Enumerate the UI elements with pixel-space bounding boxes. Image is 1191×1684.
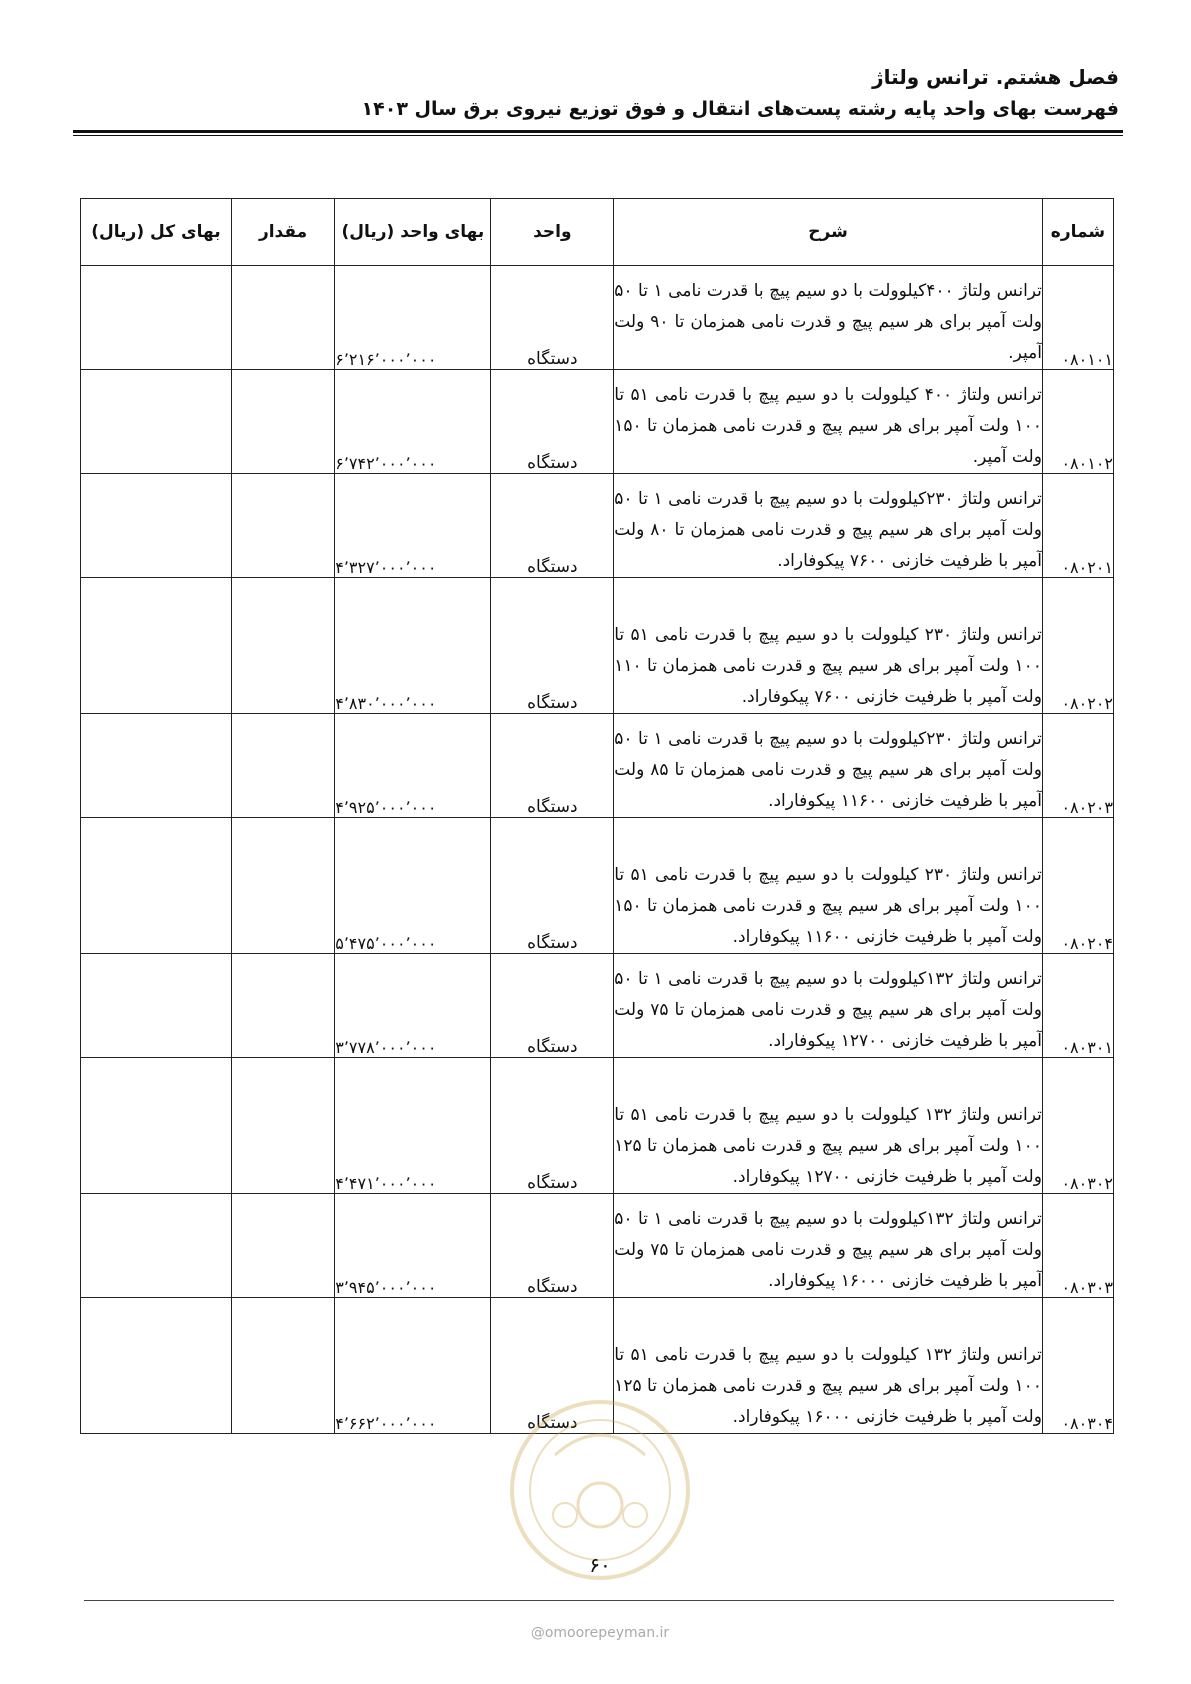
header-rule-thin: [73, 135, 1123, 136]
row-description: ترانس ولتاژ ۲۳۰ کیلوولت با دو سیم پیچ با قدرت نامی ۵۱ تا ۱۰۰ ولت آمپر برای هر سیم پیچ و قدرت نامی همزمان تا ۱۵۰ ولت آمپر با ظرفیت خازنی ۱۱۶۰۰ پیکوفاراد.: [614, 818, 1043, 954]
row-total: [81, 266, 232, 370]
row-unit-price: ۳٬۷۷۸٬۰۰۰٬۰۰۰: [335, 954, 491, 1058]
row-unit: دستگاه: [491, 578, 614, 714]
table-row: [81, 474, 1114, 578]
col-header-total: بهای کل (ریال): [81, 199, 232, 266]
table-row: [81, 578, 1114, 714]
row-qty: [231, 1194, 334, 1298]
table-row: [81, 954, 1114, 1058]
row-unit: دستگاه: [491, 1298, 614, 1434]
row-total: [81, 1194, 232, 1298]
row-qty: [231, 1298, 334, 1434]
row-unit-price: ۴٬۸۳۰٬۰۰۰٬۰۰۰: [335, 578, 491, 714]
col-header-unit-price: بهای واحد (ریال): [335, 199, 491, 266]
row-unit-price: ۶٬۲۱۶٬۰۰۰٬۰۰۰: [335, 266, 491, 370]
table-row: [81, 370, 1114, 474]
document-subtitle: فهرست بهای واحد پایه رشته پست‌های انتقال و فوق توزیع نیروی برق سال ۱۴۰۳: [361, 98, 1119, 120]
row-total: [81, 818, 232, 954]
table-row: [81, 714, 1114, 818]
table-row: [81, 266, 1114, 370]
price-table: [80, 198, 1114, 1434]
table-row: [81, 1194, 1114, 1298]
row-description: ترانس ولتاژ ۲۳۰کیلوولت با دو سیم پیچ با قدرت نامی ۱ تا ۵۰ ولت آمپر برای هر سیم پیچ و قدرت نامی همزمان تا ۸۵ ولت آمپر با ظرفیت خازنی ۱۱۶۰۰ پیکوفاراد.: [614, 714, 1043, 818]
page-header: [69, 60, 1119, 124]
table-row: [81, 818, 1114, 954]
row-qty: [231, 370, 334, 474]
row-description: ترانس ولتاژ ۱۳۲ کیلوولت با دو سیم پیچ با قدرت نامی ۵۱ تا ۱۰۰ ولت آمپر برای هر سیم پیچ و قدرت نامی همزمان تا ۱۲۵ ولت آمپر با ظرفیت خازنی ۱۶۰۰۰ پیکوفاراد.: [614, 1298, 1043, 1434]
row-unit: دستگاه: [491, 818, 614, 954]
row-qty: [231, 714, 334, 818]
row-qty: [231, 578, 334, 714]
row-total: [81, 370, 232, 474]
row-code: ۰۸۰۲۰۳: [1042, 714, 1113, 818]
row-qty: [231, 1058, 334, 1194]
row-unit: دستگاه: [491, 474, 614, 578]
table-row: [81, 1058, 1114, 1194]
row-unit-price: ۴٬۳۲۷٬۰۰۰٬۰۰۰: [335, 474, 491, 578]
row-unit: دستگاه: [491, 1194, 614, 1298]
table-header-row: [81, 199, 1114, 266]
row-code: ۰۸۰۳۰۲: [1042, 1058, 1113, 1194]
col-header-code: شماره: [1042, 199, 1113, 266]
row-code: ۰۸۰۳۰۳: [1042, 1194, 1113, 1298]
row-total: [81, 474, 232, 578]
row-code: ۰۸۰۲۰۲: [1042, 578, 1113, 714]
row-unit-price: ۳٬۹۴۵٬۰۰۰٬۰۰۰: [335, 1194, 491, 1298]
row-unit-price: ۶٬۷۴۲٬۰۰۰٬۰۰۰: [335, 370, 491, 474]
page-number: ۶۰: [589, 1553, 611, 1577]
row-unit: دستگاه: [491, 370, 614, 474]
row-total: [81, 1298, 232, 1434]
row-unit: دستگاه: [491, 1058, 614, 1194]
row-code: ۰۸۰۳۰۴: [1042, 1298, 1113, 1434]
row-unit-price: ۵٬۴۷۵٬۰۰۰٬۰۰۰: [335, 818, 491, 954]
row-code: ۰۸۰۱۰۱: [1042, 266, 1113, 370]
footer-rule: [84, 1600, 1114, 1601]
row-code: ۰۸۰۲۰۴: [1042, 818, 1113, 954]
row-unit-price: ۴٬۴۷۱٬۰۰۰٬۰۰۰: [335, 1058, 491, 1194]
row-description: ترانس ولتاژ ۲۳۰کیلوولت با دو سیم پیچ با قدرت نامی ۱ تا ۵۰ ولت آمپر برای هر سیم پیچ و قدرت نامی همزمان تا ۸۰ ولت آمپر با ظرفیت خازنی ۷۶۰۰ پیکوفاراد.: [614, 474, 1043, 578]
row-unit-price: ۴٬۹۲۵٬۰۰۰٬۰۰۰: [335, 714, 491, 818]
row-code: ۰۸۰۲۰۱: [1042, 474, 1113, 578]
row-total: [81, 1058, 232, 1194]
chapter-title: فصل هشتم. ترانس ولتاژ: [872, 65, 1119, 89]
row-description: ترانس ولتاژ ۱۳۲کیلوولت با دو سیم پیچ با قدرت نامی ۱ تا ۵۰ ولت آمپر برای هر سیم پیچ و قدرت نامی همزمان تا ۷۵ ولت آمپر با ظرفیت خازنی ۱۶۰۰۰ پیکوفاراد.: [614, 1194, 1043, 1298]
row-unit: دستگاه: [491, 714, 614, 818]
row-unit-price: ۴٬۶۶۲٬۰۰۰٬۰۰۰: [335, 1298, 491, 1434]
col-header-unit: واحد: [491, 199, 614, 266]
row-description: ترانس ولتاژ ۴۰۰کیلوولت با دو سیم پیچ با قدرت نامی ۱ تا ۵۰ ولت آمپر برای هر سیم پیچ و قدرت نامی همزمان تا ۹۰ ولت آمپر.: [614, 266, 1043, 370]
row-qty: [231, 954, 334, 1058]
row-unit: دستگاه: [491, 266, 614, 370]
col-header-qty: مقدار: [231, 199, 334, 266]
row-description: ترانس ولتاژ ۱۳۲ کیلوولت با دو سیم پیچ با قدرت نامی ۵۱ تا ۱۰۰ ولت آمپر برای هر سیم پیچ و قدرت نامی همزمان تا ۱۲۵ ولت آمپر با ظرفیت خازنی ۱۲۷۰۰ پیکوفاراد.: [614, 1058, 1043, 1194]
row-qty: [231, 818, 334, 954]
row-total: [81, 578, 232, 714]
row-qty: [231, 266, 334, 370]
row-code: ۰۸۰۳۰۱: [1042, 954, 1113, 1058]
row-description: ترانس ولتاژ ۱۳۲کیلوولت با دو سیم پیچ با قدرت نامی ۱ تا ۵۰ ولت آمپر برای هر سیم پیچ و قدرت نامی همزمان تا ۷۵ ولت آمپر با ظرفیت خازنی ۱۲۷۰۰ پیکوفاراد.: [614, 954, 1043, 1058]
row-code: ۰۸۰۱۰۲: [1042, 370, 1113, 474]
row-description: ترانس ولتاژ ۴۰۰ کیلوولت با دو سیم پیچ با قدرت نامی ۵۱ تا ۱۰۰ ولت آمپر برای هر سیم پیچ و قدرت نامی همزمان تا ۱۵۰ ولت آمپر.: [614, 370, 1043, 474]
header-rule-thick: [73, 130, 1123, 133]
row-total: [81, 954, 232, 1058]
row-unit: دستگاه: [491, 954, 614, 1058]
col-header-desc: شرح: [614, 199, 1043, 266]
watermark-url: @omoorepeyman.ir: [530, 1625, 670, 1641]
row-qty: [231, 474, 334, 578]
row-description: ترانس ولتاژ ۲۳۰ کیلوولت با دو سیم پیچ با قدرت نامی ۵۱ تا ۱۰۰ ولت آمپر برای هر سیم پیچ و قدرت نامی همزمان تا ۱۱۰ ولت آمپر با ظرفیت خازنی ۷۶۰۰ پیکوفاراد.: [614, 578, 1043, 714]
row-total: [81, 714, 232, 818]
